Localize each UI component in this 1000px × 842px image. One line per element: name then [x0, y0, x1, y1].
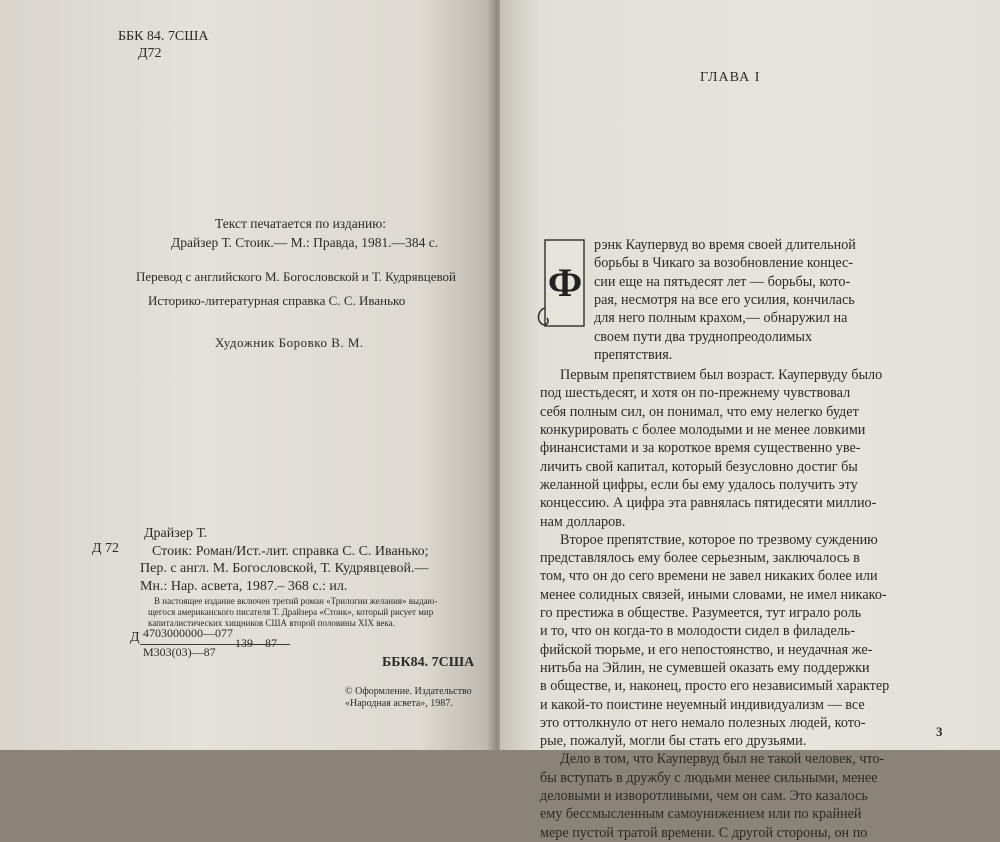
catalog-card [140, 525, 429, 595]
text-line: сии еще на пятьдесят лет — борьбы, кото- [594, 273, 851, 290]
text-line: том, что он до сего времени не завел никаких более или [540, 568, 878, 585]
text-line: Первым препятствием был возраст. Каупервуду было [560, 367, 883, 384]
text-line: мере пустой тратой времени. С другой стороны, он по [540, 824, 868, 841]
text-line: представлялось ему более серьезным, заключалось в [540, 550, 860, 567]
text-line: в обществе, и, наконец, просто его независимый характер [540, 678, 890, 695]
left-page [0, 0, 495, 750]
text-line: конкурировать с более молодыми и не менее ловкими [540, 422, 866, 438]
bbk-code: ББК 84. 7США [118, 29, 209, 44]
catalog-line: Мн.: Нар. асвета, 1987.– 368 с.: ил. [140, 578, 348, 594]
text-line: рэнк Каупервуд во время своей длительной [594, 237, 856, 253]
classification-code-letter: Д [130, 630, 140, 645]
source-edition-note [171, 214, 439, 252]
annotation-line: щегося американского писателя Т. Драйзера «Стоик», который рисует мир [148, 607, 434, 617]
reference-credit: Историко-литературная справка С. С. Иванько [148, 293, 406, 308]
classification-code-numerator: 4703000000—077 [143, 626, 233, 640]
source-edition-line: Драйзер Т. Стоик.— М.: Правда, 1981.—384 с. [171, 235, 439, 250]
text-line: го престижа в обществе. Разумеется, тут играло роль [540, 605, 862, 621]
text-line: и какой-то поистине неуемный индивидуализм — все [540, 696, 865, 713]
text-line: препятствия. [594, 346, 673, 363]
catalog-line: Пер. с англ. М. Богословской, Т. Кудрявцевой.— [140, 561, 429, 576]
annotation [148, 596, 437, 629]
copyright-line: «Народная асвета», 1987. [345, 698, 453, 709]
text-line: Второе препятствие, которое по трезвому суждению [560, 531, 878, 548]
text-line: менее солидных связей, иными словами, не имел никако- [540, 586, 887, 603]
text-line: это оттолкнуло от него немало полезных людей, кото- [540, 714, 866, 731]
text-line: фийской тюрьме, и его непостоянство, и неудачная же- [540, 641, 873, 658]
text-line: нитьба на Эйлин, не сумевшей оказать ему поддержки [540, 659, 870, 676]
catalog-index: Д 72 [92, 541, 120, 556]
text-line: деловыми и изворотливыми, чем он сам. Это казалось [540, 788, 868, 804]
annotation-line: капиталистических хищников США второй половины XIX века. [148, 618, 395, 628]
classification-code-suffix: 139—87 [235, 636, 277, 650]
illustrator-credit: Художник Боровко В. М. [215, 335, 364, 350]
dropcap-letter: Ф [547, 260, 583, 305]
text-line: для него полным крахом,— обнаружил на [594, 310, 848, 327]
text-line: Дело в том, что Каупервуд был не такой человек, что- [560, 751, 885, 768]
text-line: себя полным сил, он понимал, что ему нелегко будет [540, 403, 859, 420]
text-line: финансистами и за короткое время существенно уве- [540, 440, 861, 457]
bbk-author-mark: Д72 [138, 46, 162, 61]
bbk-classification-top [118, 28, 209, 62]
text-line: рая, несмотря на все его усилия, кончилась [594, 291, 855, 308]
text-line: рые, пожалуй, могли бы стать его друзьями. [540, 733, 807, 750]
text-line: и то, что он когда-то в молодости сидел в филадель- [540, 623, 856, 640]
text-line: нам долларов. [540, 513, 626, 530]
source-edition-line: Текст печатается по изданию: [215, 216, 387, 231]
text-line: своем пути два труднопреодолимых [594, 328, 813, 345]
page-number: 3 [936, 724, 943, 739]
text-line: борьбы в Чикаго за возобновление концес- [594, 255, 854, 272]
copyright-line: © Оформление. Издательство [345, 686, 472, 697]
text-line: ему бессмысленным самоунижением или по крайней [540, 806, 862, 823]
text-line: бы вступать в дружбу с людьми менее сильными, менее [540, 769, 878, 786]
text-line: личить свой капитал, который безусловно достиг бы [540, 458, 858, 475]
bbk-classification-bottom: ББК84. 7США [382, 655, 475, 670]
translation-credit: Перевод с английского М. Богословской и Т. Кудрявцевой [136, 269, 456, 284]
chapter-title: ГЛАВА I [700, 70, 761, 85]
dropcap-ornament [536, 238, 586, 334]
catalog-line: Драйзер Т. [144, 526, 208, 541]
text-line: желанной цифры, если бы ему удалось получить эту [540, 476, 858, 493]
text-line: под шестьдесят, и хотя он по-прежнему чувствовал [540, 385, 851, 402]
copyright-notice [345, 686, 472, 710]
catalog-line: Стоик: Роман/Ист.-лит. справка С. С. Иванько; [152, 543, 429, 559]
classification-code-denominator: М303(03)—87 [143, 645, 216, 659]
annotation-line: В настоящее издание включен третий роман «Трилогии желания» выдаю- [154, 596, 438, 606]
text-line: концессию. А цифра эта равнялась пятидесяти миллио- [540, 495, 877, 512]
